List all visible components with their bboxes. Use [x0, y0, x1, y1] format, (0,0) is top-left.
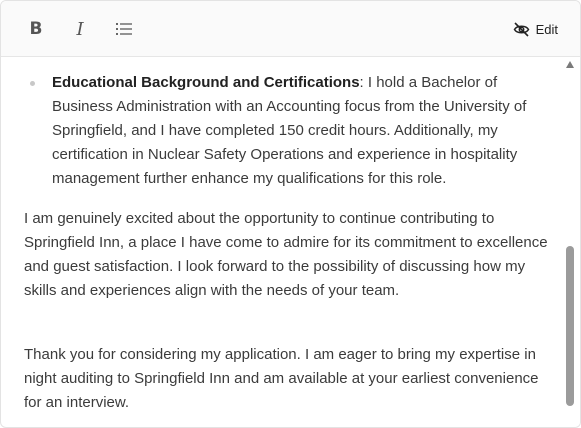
paragraph-thank-you: Thank you for considering my application. I am eager to bring my expertise in night auditing to Springfield Inn and am available at your earliest convenience for an interview.: [24, 346, 539, 411]
scrollbar-thumb[interactable]: [566, 246, 574, 406]
edit-button[interactable]: [513, 16, 558, 42]
bullet-marker: [30, 81, 35, 86]
bulleted-list-icon: [116, 22, 132, 36]
bullet-text: : I hold a Bachelor of Business Administration with an Accounting focus from the University of Springfield, and I have completed 150 credit hours. Additionally, my certification in Nuclear Safety Operations and experience in hospitality management further enhance my qualifications for this role.: [52, 74, 527, 187]
editor-toolbar: [1, 1, 580, 57]
bulleted-list-button[interactable]: [111, 16, 137, 42]
list-item: [52, 71, 547, 191]
paragraph-closing-interest: I am genuinely excited about the opportunity to continue contributing to Springfield Inn, a place I have come to admire for its commitment to excellence and guest satisfaction. I look forward to the possibility of discussing how my skills and experiences align with the needs of your team.: [24, 210, 548, 299]
bullet-heading: Educational Background and Certifications: [52, 74, 360, 91]
eye-off-icon: [513, 22, 530, 37]
italic-button[interactable]: I: [76, 18, 84, 40]
scroll-up-arrow-icon[interactable]: [566, 61, 574, 68]
bold-button[interactable]: B: [29, 19, 43, 39]
edit-button-label: Edit: [535, 21, 558, 37]
editor-content[interactable]: [1, 57, 560, 427]
